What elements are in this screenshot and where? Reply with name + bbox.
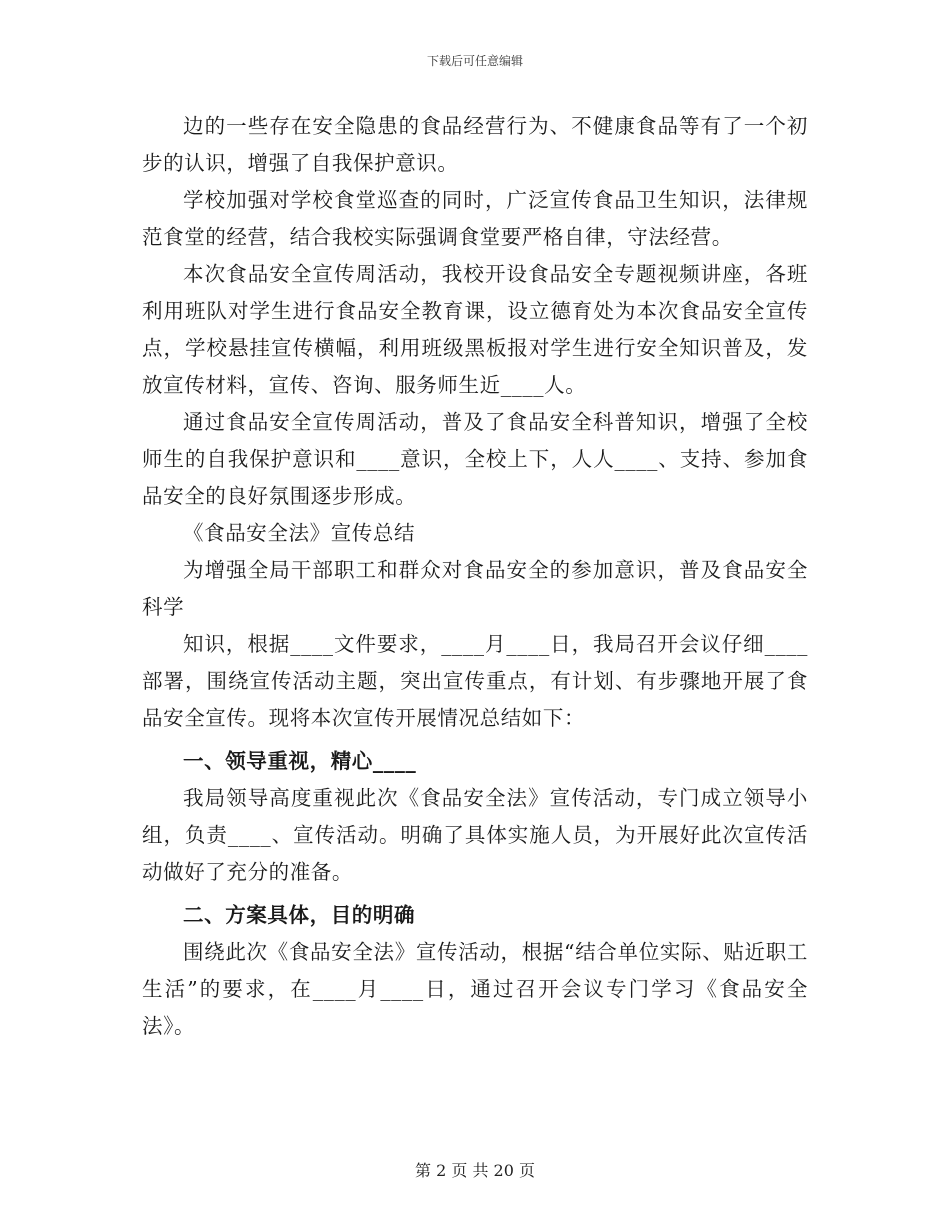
- paragraph-1: 边的一些存在安全隐患的食品经营行为、不健康食品等有了一个初步的认识，增强了自我保护意识。: [142, 114, 808, 175]
- document-title: 《食品安全法》宣传总结: [183, 521, 416, 545]
- section-1-body: 我局领导高度重视此次《食品安全法》宣传活动，专门成立领导小组，负责____、宣传活动。明确了具体实施人员，为开展好此次宣传活动做好了充分的准备。: [142, 786, 808, 884]
- section-2-heading: 二、方案具体，目的明确: [183, 903, 416, 927]
- page-header: 下载后可任意编辑: [426, 54, 523, 68]
- section-2-body: 围绕此次《食品安全法》宣传活动，根据“结合单位实际、贴近职工生活”的要求，在____月____日，通过召开会议专门学习《食品安全法》。: [142, 940, 808, 1038]
- paragraph-3: 本次食品安全宣传周活动，我校开设食品安全专题视频讲座，各班利用班队对学生进行食品安全教育课，设立德育处为本次食品安全宣传点，学校悬挂宣传横幅，利用班级黑板报对学生进行安全知识普及，发放宣传材料，宣传、咨询、服务师生近____人。: [142, 262, 808, 397]
- page-footer: 第 2 页 共 20 页: [415, 1161, 535, 1180]
- document-body: [142, 108, 808, 1045]
- section-1-heading: 一、领导重视，精心____: [183, 749, 417, 773]
- paragraph-4: 通过食品安全宣传周活动，普及了食品安全科普知识，增强了全校师生的自我保护意识和____意识，全校上下，人人____、支持、参加食品安全的良好氛围逐步形成。: [142, 410, 808, 508]
- paragraph-2: 学校加强对学校食堂巡查的同时，广泛宣传食品卫生知识，法律规范食堂的经营，结合我校实际强调食堂要严格自律，守法经营。: [142, 188, 808, 249]
- intro-paragraph-2: 知识，根据____文件要求，____月____日，我局召开会议仔细____部署，围绕宣传活动主题，突出宣传重点，有计划、有步骤地开展了食品安全宣传。现将本次宣传开展情况总结如下：: [142, 632, 808, 730]
- intro-paragraph-1: 为增强全局干部职工和群众对食品安全的参加意识，普及食品安全科学: [142, 558, 808, 619]
